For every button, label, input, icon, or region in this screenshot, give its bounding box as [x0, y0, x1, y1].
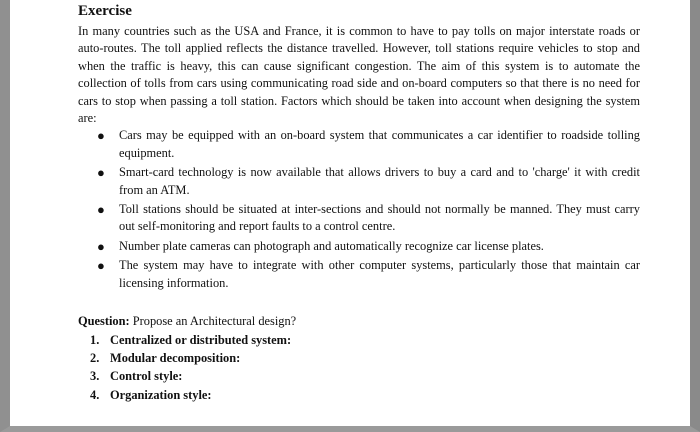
question-item-text: Control style:: [110, 369, 183, 384]
question-item-text: Organization style:: [110, 387, 212, 402]
document-content: [78, 2, 640, 405]
bullet-icon: ●: [97, 202, 105, 218]
factor-text: Number plate cameras can photograph and automatically recognize car license plates.: [119, 238, 544, 253]
factor-text: The system may have to integrate with other computer systems, particularly those that maintain car licensing information.: [119, 258, 640, 290]
factor-text: Cars may be equipped with an on-board system that communicates a car identifier to roadside tolling equipment.: [119, 128, 640, 160]
list-item: [97, 238, 640, 255]
bullet-icon: ●: [97, 238, 105, 254]
question-item-number: 4.: [90, 387, 100, 402]
question-item-number: 3.: [90, 369, 100, 384]
bullet-icon: ●: [97, 165, 105, 181]
question-label: Question:: [78, 314, 130, 329]
question-items: [78, 332, 640, 405]
question-text: Propose an Architectural design?: [129, 314, 297, 329]
question-item-text: Centralized or distributed system:: [110, 332, 292, 347]
factor-list: [78, 127, 640, 292]
list-item: [97, 201, 640, 236]
bullet-icon: ●: [97, 128, 105, 144]
question-item-number: 1.: [90, 332, 100, 347]
exercise-title: Exercise: [78, 3, 132, 19]
list-item: [97, 257, 640, 292]
question-item-number: 2.: [90, 350, 100, 365]
exercise-intro: In many countries such as the USA and France, it is common to have to pay tolls on major interstate roads or auto-routes. The toll applied reflects the distance travelled. However, toll stations require vehicles to stop and when the traffic is heavy, this can cause significant congestion. The aim of this system is to automate the collection of tolls from cars using communicating road side and on-board computers so that there is no need for cars to stop when passing a toll station. Factors which should be taken into account when designing the system are:: [78, 24, 640, 126]
list-item: [97, 127, 640, 162]
question-item: [90, 350, 640, 367]
question-line: [78, 313, 640, 330]
question-item: [90, 368, 640, 385]
question-item-text: Modular decomposition:: [110, 350, 241, 365]
bullet-icon: ●: [97, 258, 105, 274]
question-item: [90, 332, 640, 349]
factor-text: Toll stations should be situated at inter-sections and should not normally be manned. They must carry out self-monitoring and report faults to a control centre.: [119, 202, 640, 234]
list-item: [97, 164, 640, 199]
factor-text: Smart-card technology is now available that allows drivers to buy a card and to 'charge' it with credit from an ATM.: [119, 165, 640, 197]
question-item: [90, 387, 640, 404]
